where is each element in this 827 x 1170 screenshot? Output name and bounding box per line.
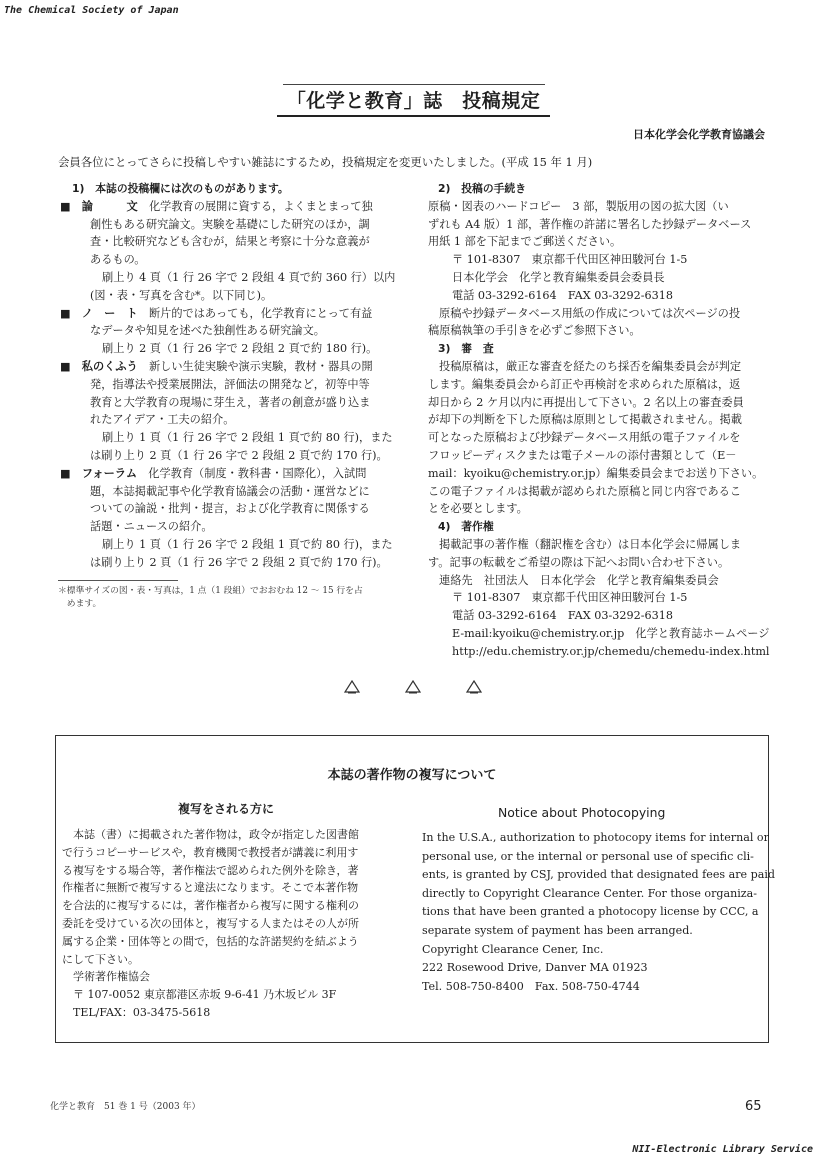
en-notice-line: Tel. 508-750-8400 Fax. 508-750-4744 xyxy=(422,979,640,993)
text-line: す。記事の転載をご希望の際は下記へお問い合わせ下さい。 xyxy=(428,555,730,569)
text-line: http://edu.chemistry.or.jp/chemedu/chemedu-index.html xyxy=(452,644,770,658)
text-line: 可となった原稿および抄録データベース用紙の電子ファイルを xyxy=(428,431,741,445)
en-notice-line: In the U.S.A., authorization to photocopy items for internal or xyxy=(422,831,769,844)
en-notice-line: separate system of payment has been arranged. xyxy=(422,923,693,937)
bullet-icon: ■ xyxy=(60,199,71,213)
text-line xyxy=(60,251,400,269)
text-line: 日本化学会 化学と教育編集委員会委員長 xyxy=(452,270,665,284)
text-line: 原稿や抄録データベース用紙の作成については次ページの投 xyxy=(439,306,741,320)
section-heading: 4) 著作権 xyxy=(438,520,494,534)
line-text: は刷り上り 2 頁（1 行 26 字で 2 段組 2 頁で約 170 行)。 xyxy=(90,448,388,462)
text-line xyxy=(60,198,400,216)
text-line: 投稿原稿は，厳正な審査を経たのち採否を編集委員会が判定 xyxy=(439,359,742,373)
jp-notice-line: 委託を受けている次の団体と，複写する人またはその人が所 xyxy=(62,916,359,930)
text-line xyxy=(60,376,400,394)
text-line: フロッピーディスクまたは電子メールの添付書類として（E－ xyxy=(428,448,737,462)
jp-notice-line: にして下さい。 xyxy=(62,952,139,966)
text-line xyxy=(60,518,400,536)
text-line xyxy=(60,340,400,358)
left-column xyxy=(60,180,400,572)
jp-notice-line: 〒 107-0052 東京都港区赤坂 9-6-41 乃木坂ビル 3F xyxy=(62,988,337,1002)
text-line: この電子ファイルは掲載が認められた原稿と同じ内容であるこ xyxy=(428,484,742,498)
line-text: 断片的ではあっても，化学教育にとって有益 xyxy=(148,306,373,320)
section-heading: 3) 審 査 xyxy=(438,342,494,356)
ornament-icon xyxy=(343,680,361,694)
text-line: 連絡先 社団法人 日本化学会 化学と教育編集委員会 xyxy=(439,573,719,587)
jp-notice-line: 学術著作権協会 xyxy=(62,970,150,984)
right-column xyxy=(428,180,773,661)
text-line: します。編集委員会から訂正や再検討を求められた原稿は，返 xyxy=(428,377,741,391)
text-line xyxy=(60,358,400,376)
en-notice-line: tions that have been granted a photocopy license by CCC, a xyxy=(422,905,759,919)
footnote-line: ＊標準サイズの図・表・写真は，1 点（1 段組）でおおむね 12 ～ 15 行を占 xyxy=(58,586,363,596)
jp-notice-line: 作権者に無断で複写すると違法になります。そこで本著作物 xyxy=(62,881,359,895)
category-label: フォーラム xyxy=(81,466,138,480)
bullet-icon: ■ xyxy=(60,359,71,373)
line-text: 化学教育（制度・教科書・国際化），入試問 xyxy=(148,466,367,480)
line-text: 創性もある研究論文。実験を基礎にした研究のほか，調 xyxy=(90,217,370,231)
jp-notice-line: TEL/FAX：03-3475-5618 xyxy=(62,1005,211,1019)
text-line xyxy=(60,465,400,483)
ornament-icon xyxy=(404,680,422,694)
en-notice-heading: Notice about Photocopying xyxy=(498,805,666,820)
line-text: 査・比較研究なども含むが，結果と考察に十分な意義が xyxy=(90,235,370,249)
footnote-line: めます。 xyxy=(58,599,102,609)
text-line xyxy=(60,287,400,305)
text-line xyxy=(60,500,400,518)
text-line xyxy=(60,536,400,554)
en-notice-line: personal use, or the internal or personal use of specific cli- xyxy=(422,849,754,863)
text-line xyxy=(60,233,400,251)
jp-notice-text xyxy=(62,826,359,1022)
line-text: 刷上り 1 頁（1 行 26 字で 2 段組 1 頁で約 80 行)，また xyxy=(102,537,393,551)
notice-title: 本誌の著作物の複写について xyxy=(327,768,497,783)
text-line xyxy=(60,394,400,412)
bullet-icon: ■ xyxy=(60,466,71,480)
text-line xyxy=(60,305,400,323)
intro-text: 会員各位にとってさらに投稿しやすい雑誌にするため，投稿規定を変更いたしました。(平成 15 年 1 月) xyxy=(58,155,593,169)
en-notice-text xyxy=(422,829,775,996)
section-heading: 1) 本誌の投稿欄には次のものがあります。 xyxy=(72,182,289,195)
line-text: (図・表・写真を含む*。以下同じ)。 xyxy=(90,288,273,302)
en-notice-line: 222 Rosewood Drive, Danver MA 01923 xyxy=(422,961,648,975)
footnote xyxy=(58,585,363,611)
line-text: れたアイデア・工夫の紹介。 xyxy=(90,413,235,427)
text-line: 〒 101-8307 東京都千代田区神田駿河台 1-5 xyxy=(452,591,688,605)
line-text: 刷上り 1 頁（1 行 26 字で 2 段組 1 頁で約 80 行)，また xyxy=(102,431,393,445)
line-text: 発，指導法や授業展開法，評価法の開発など，初等中等 xyxy=(90,377,370,391)
line-text: 題，本誌掲載記事や化学教育協議会の活動・運営などに xyxy=(90,484,370,498)
section-heading: 2) 投稿の手続き xyxy=(438,182,527,195)
line-text: は刷り上り 2 頁（1 行 26 字で 2 段組 2 頁で約 170 行)。 xyxy=(90,555,388,569)
en-notice-line: ents, is granted by CSJ, provided that designated fees are paid xyxy=(422,868,775,882)
jp-notice-line: る複写をする場合等，著作権法で認められた例外を除き，著 xyxy=(62,863,359,877)
bullet-icon: ■ xyxy=(60,306,71,320)
ornament-marks xyxy=(343,680,483,694)
jp-notice-heading: 複写をされる方に xyxy=(178,802,275,816)
text-line: が却下の判断を下した原稿は原則として掲載されません。掲載 xyxy=(428,413,742,427)
line-text: 話題・ニュースの紹介。 xyxy=(90,520,213,534)
title-rule xyxy=(283,84,545,85)
text-line xyxy=(60,554,400,572)
text-line: E-mail:kyoiku@chemistry.or.jp 化学と教育誌ホームページ xyxy=(452,626,770,640)
en-notice-line: Copyright Clearance Cener, Inc. xyxy=(422,942,604,956)
text-line xyxy=(60,269,400,287)
text-line xyxy=(60,322,400,340)
text-line: 電話 03-3292-6164 FAX 03-3292-6318 xyxy=(452,609,673,623)
text-line xyxy=(60,216,400,234)
line-text: 教育と大学教育の現場に芽生え，著者の創意が盛り込ま xyxy=(90,395,371,409)
text-line: 掲載記事の著作権（翻訳権を含む）は日本化学会に帰属しま xyxy=(439,537,742,551)
line-text: なデータや知見を述べた独創性ある研究論文。 xyxy=(90,324,325,338)
jp-notice-line: で行うコピーサービスや，教育機関で教授者が講義に利用す xyxy=(62,845,359,859)
category-label: ノ ー ト xyxy=(81,306,138,320)
line-text: 化学教育の展開に資する，よくまとまって独 xyxy=(148,199,373,213)
text-line xyxy=(60,483,400,501)
text-line: 用紙 1 部を下記までご郵送ください。 xyxy=(428,235,622,249)
page-number: 65 xyxy=(745,1099,762,1114)
organization: 日本化学会化学教育協議会 xyxy=(633,128,765,141)
text-line: ずれも A4 版）1 部，著作権の許諾に署名した抄録データベース xyxy=(428,217,752,231)
text-line: 〒 101-8307 東京都千代田区神田駿河台 1-5 xyxy=(452,253,688,267)
footnote-rule xyxy=(58,580,178,581)
text-line xyxy=(60,429,400,447)
line-text: 刷上り 4 頁（1 行 26 字で 2 段組 4 頁で約 360 行）以内 xyxy=(102,270,396,284)
text-line: 却日から 2 ケ月以内に再提出して下さい。2 名以上の審査委員 xyxy=(428,395,744,409)
line-text: あるもの。 xyxy=(90,253,146,267)
page-title: 「化学と教育」誌 投稿規定 xyxy=(0,86,827,117)
ornament-icon xyxy=(465,680,483,694)
line-text: 刷上り 2 頁（1 行 26 字で 2 段組 2 頁で約 180 行)。 xyxy=(102,342,378,356)
category-label: 論 文 xyxy=(81,199,138,213)
text-line: 稿原稿執筆の手引きを必ずご参照下さい。 xyxy=(428,324,641,338)
line-text: 新しい生徒実験や演示実験，教材・器具の開 xyxy=(148,359,373,373)
jp-notice-line: 本誌（書）に掲載された著作物は，政令が指定した図書館 xyxy=(62,828,359,841)
text-line: とを必要とします。 xyxy=(428,502,528,516)
text-line xyxy=(60,447,400,465)
text-line: 原稿・図表のハードコピー 3 部，製版用の図の拡大図（い xyxy=(428,199,729,213)
en-notice-line: directly to Copyright Clearance Center. For those organiza- xyxy=(422,886,758,900)
text-line xyxy=(60,411,400,429)
text-line: mail：kyoiku@chemistry.or.jp）編集委員会までお送り下さい。 xyxy=(428,466,764,480)
society-header: The Chemical Society of Japan xyxy=(4,5,179,16)
nii-service-footer: NII-Electronic Library Service xyxy=(632,1144,813,1155)
category-label: 私のくふう xyxy=(81,359,138,373)
text-line: 電話 03-3292-6164 FAX 03-3292-6318 xyxy=(452,288,673,302)
line-text: ついての論説・批判・提言，および化学教育に関係する xyxy=(90,502,370,516)
jp-notice-line: 属する企業・団体等との間で，包括的な許諾契約を結ぶよう xyxy=(62,934,359,948)
journal-footer: 化学と教育 51 巻 1 号（2003 年） xyxy=(50,1102,201,1112)
jp-notice-line: を合法的に複写するには，著作権者から複写に関する権利の xyxy=(62,899,359,913)
